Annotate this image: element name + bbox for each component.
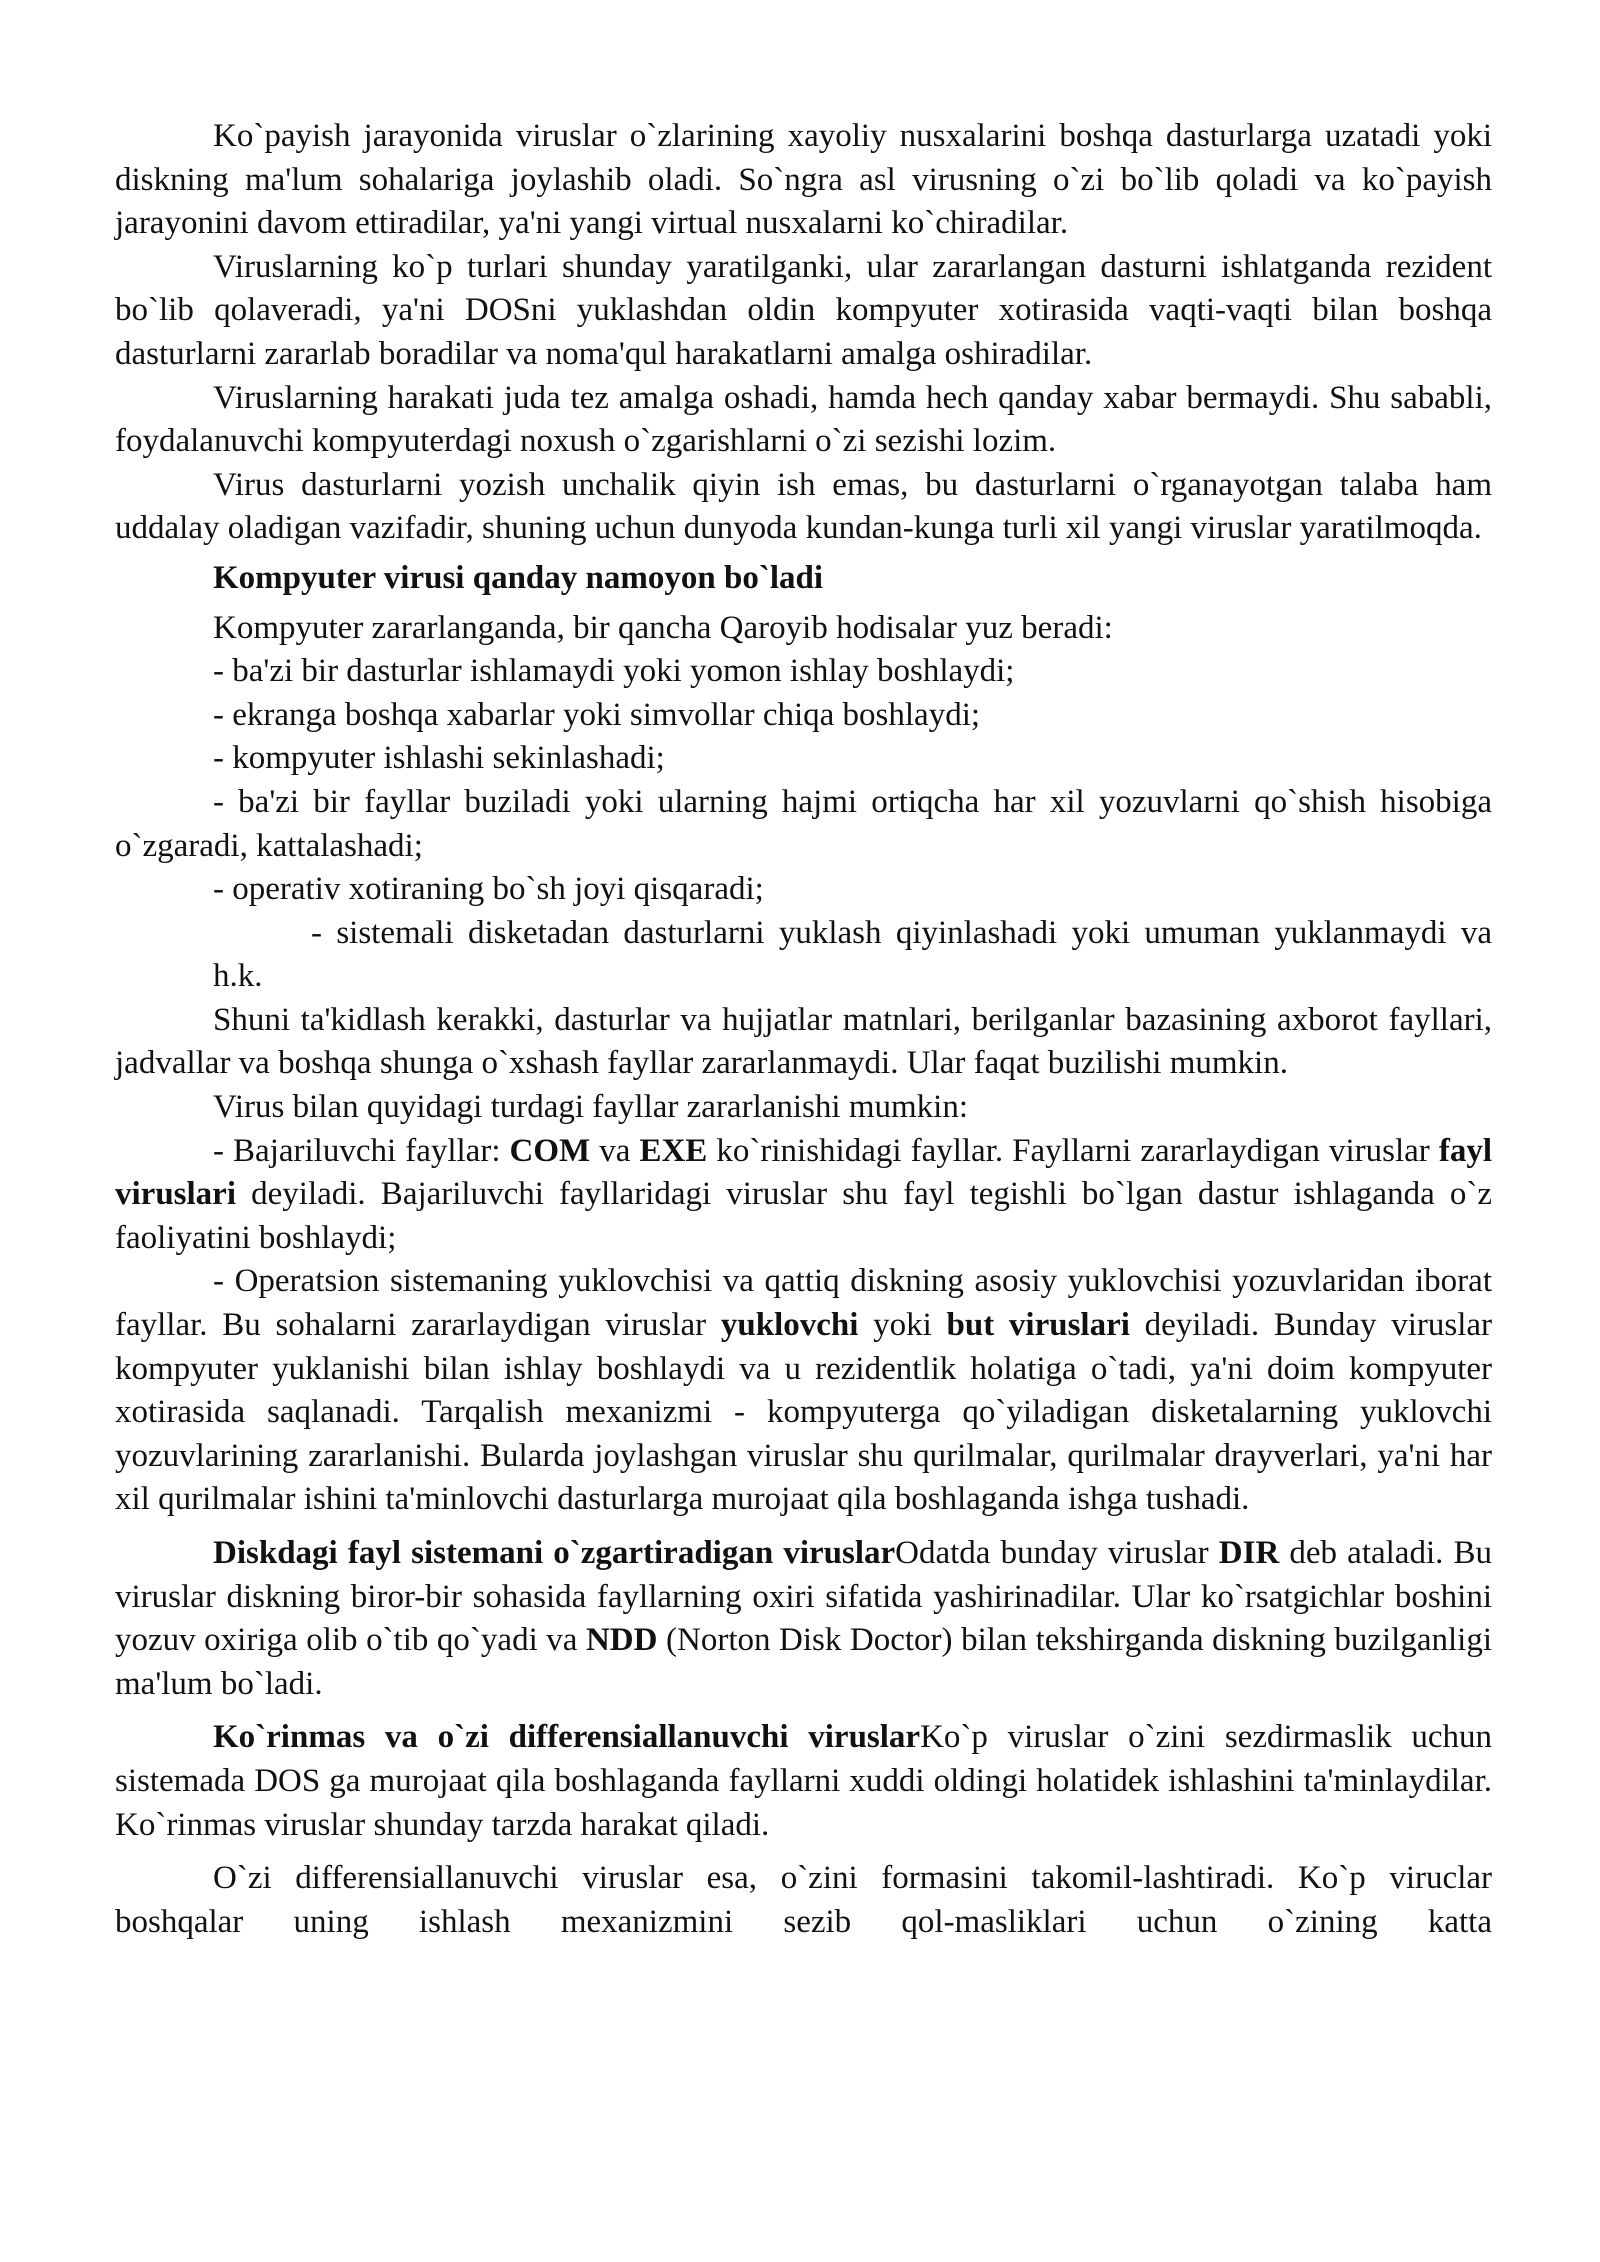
text-run: deyiladi. Bajariluvchi fayllaridagi viruslar shu fayl tegishli bo`lgan dastur ishlaganda o`z faoliyatini boshlaydi; — [115, 1176, 1492, 1256]
paragraph-stealth-viruses — [115, 1716, 1492, 1847]
paragraph-not-infected-files: Shuni ta'kidlash kerakki, dasturlar va hujjatlar matnlari, berilganlar bazasining axborot fayllari, jadvallar va boshqa shunga o`xshash fayllar zararlanmaydi. Ular faqat buzilishi mumkin. — [115, 1001, 1492, 1082]
paragraph-virus-speed: Viruslarning harakati juda tez amalga oshadi, hamda hech qanday xabar bermaydi. Shu sababli, foydalanuvchi kompyuterdagi noxush o`zgarishlarni o`zi sezishi lozim. — [115, 379, 1492, 460]
bold-heading-dir-viruses: Diskdagi fayl sistemani o`zgartiradigan viruslar — [213, 1535, 896, 1571]
paragraph-boot-viruses — [115, 1260, 1492, 1522]
bold-term-loader: yuklovchi — [720, 1307, 859, 1344]
list-item-text: sistemali disketadan dasturlarni yuklash qiyinlashadi yoki umuman yuklanmaydi va h.k. — [213, 914, 1492, 995]
paragraph-executable-files — [115, 1130, 1492, 1261]
list-dash: - — [311, 914, 322, 951]
section-heading: Kompyuter virusi qanday namoyon bo`ladi — [213, 559, 824, 596]
text-run: Ko`p viruslar o`zini sezdirmaslik uchun sistemada DOS ga murojaat qila boshlaganda fayllarni xuddi oldingi holatidek ishlashini ta'minlaydilar. Ko`rinmas viruslar shunday tarzda harakat qiladi. — [115, 1719, 1492, 1843]
paragraph-polymorphic-viruses: O`zi differensiallanuvchi viruslar esa, o`zini formasini takomil-lashtiradi. Ko`p viruclar boshqalar uning ishlash mexanizmini sezib qol-masliklari uchun o`zining katta — [115, 1860, 1492, 1940]
bold-term-dir: DIR — [1218, 1535, 1280, 1571]
paragraph-resident-viruses: Viruslarning ko`p turlari shunday yaratilganki, ular zararlangan dasturni ishlatganda rezident bo`lib qolaveradi, ya'ni DOSni yuklashdan oldin kompyuter xotirasida vaqti-vaqti bilan boshqa dasturlarni zararlab boradilar va noma'qul harakatlarni amalga oshiradilar. — [115, 248, 1492, 372]
paragraph-infectable-intro: Virus bilan quyidagi turdagi fayllar zararlanishi mumkin: — [213, 1089, 968, 1126]
text-run: - Operatsion sistemaning yuklovchisi va qattiq diskning asosiy yuklovchisi yozuvlaridan iborat fayllar. Bu sohalarni zararlaydigan viruslar — [115, 1263, 1492, 1344]
text-run: ko`rinishidagi fayllar. Fayllarni zararlaydigan viruslar — [707, 1132, 1439, 1169]
text-run: deyiladi. Bunday viruslar kompyuter yuklanishi bilan ishlay boshlaydi va u rezidentlik holatiga o`tadi, ya'ni doim kompyuter xotirasida saqlanadi. Tarqalish mexanizmi - kompyuterga qo`yiladigan disketalarning yuklovchi yozuvlarining zararlanishi. Bularda joylashgan viruslar shu qurilmalar, qurilmalar drayverlari, ya'ni har xil qurilmalar ishini ta'minlovchi dasturlarga murojaat qila boshlaganda ishga tushadi. — [115, 1307, 1492, 1518]
list-item: - ba'zi bir fayllar buziladi yoki ularning hajmi ortiqcha har xil yozuvlarni qo`shish hisobiga o`zgaradi, kattalashadi; — [115, 783, 1492, 864]
document-body — [115, 115, 1492, 1944]
paragraph-symptoms-intro: Kompyuter zararlanganda, bir qancha Qaroyib hodisalar yuz beradi: — [213, 609, 1113, 646]
text-run: - Bajariluvchi fayllar: — [213, 1132, 510, 1169]
list-item: - operativ xotiraning bo`sh joyi qisqaradi; — [213, 871, 764, 908]
list-item: - ekranga boshqa xabarlar yoki simvollar chiqa boshlaydi; — [213, 696, 981, 733]
bold-term-boot-viruses: but viruslari — [946, 1307, 1130, 1344]
bold-term-file-viruses: fayl viruslari — [115, 1132, 1492, 1213]
bold-heading-stealth-viruses: Ko`rinmas va o`zi differensiallanuvchi viruslar — [213, 1719, 921, 1756]
list-item: - kompyuter ishlashi sekinlashadi; — [213, 740, 665, 777]
list-item: - ba'zi bir dasturlar ishlamaydi yoki yomon ishlay boshlaydi; — [213, 653, 1015, 690]
bold-term-ndd: NDD — [585, 1622, 658, 1659]
paragraph-dir-viruses — [115, 1532, 1492, 1706]
bold-term-com: COM — [509, 1132, 591, 1169]
text-run: va — [590, 1132, 640, 1169]
text-run: yoki — [858, 1307, 947, 1344]
bold-term-exe: EXE — [639, 1132, 708, 1169]
list-item-indented — [213, 912, 1492, 999]
text-run: Odatda bunday viruslar — [895, 1535, 1219, 1571]
text-run: (Norton Disk Doctor) bilan tekshirganda diskning buzilganligi ma'lum bo`ladi. — [115, 1622, 1492, 1702]
paragraph-writing-viruses: Virus dasturlarni yozish unchalik qiyin ish emas, bu dasturlarni o`rganayotgan talaba ham uddalay oladigan vazifadir, shuning uchun dunyoda kundan-kunga turli xil yangi viruslar yaratilmoqda. — [115, 466, 1492, 547]
paragraph-reproduction: Ko`payish jarayonida viruslar o`zlarining xayoliy nusxalarini boshqa dasturlarga uzatadi yoki diskning ma'lum sohalariga joylashib oladi. So`ngra asl virusning o`zi bo`lib qoladi va ko`payish jarayonini davom ettiradilar, ya'ni yangi virtual nusxalarni ko`chiradilar. — [115, 118, 1492, 242]
text-run: deb ataladi. Bu viruslar diskning biror-bir sohasida fayllarning oxiri sifatida yashirinadilar. Ular ko`rsatgichlar boshini yozuv oxiriga olib o`tib qo`yadi va — [115, 1535, 1492, 1659]
